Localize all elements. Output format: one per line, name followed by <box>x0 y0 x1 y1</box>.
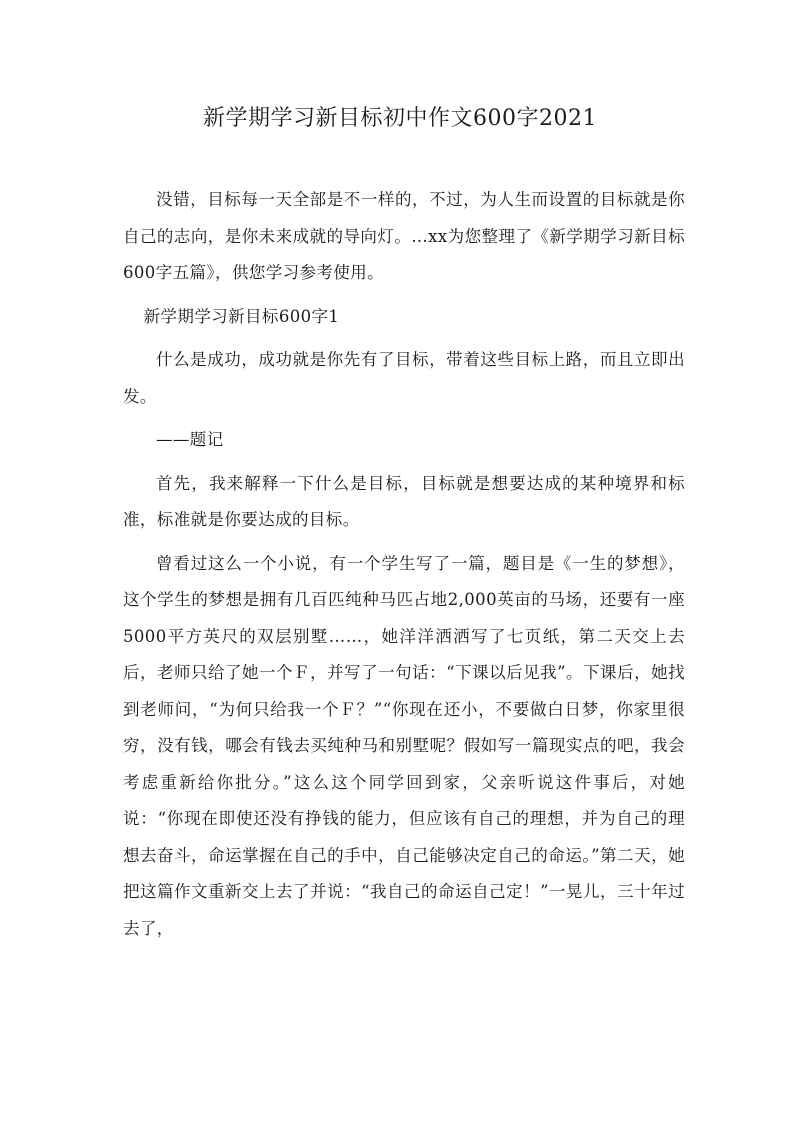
intro-paragraph: 没错，目标每一天全部是不一样的，不过，为人生而设置的目标就是你自己的志向，是你未来成就的导向灯。…xx为您整理了《新学期学习新目标600字五篇》，供您学习参考使用。 <box>123 190 685 282</box>
document-body <box>123 182 685 954</box>
epigraph-attribution: ——题记 <box>156 430 224 449</box>
body-paragraph: 什么是成功，成功就是你先有了目标，带着这些目标上路，而且立即出发。 <box>123 350 685 406</box>
body-paragraph: 首先，我来解释一下什么是目标，目标就是想要达成的某种境界和标准，标准就是你要达成的目标。 <box>123 473 685 529</box>
section-heading: 新学期学习新目标600字1 <box>143 306 340 326</box>
document-title: 新学期学习新目标初中作文600字2021 <box>203 106 597 131</box>
body-paragraph: 曾看过这么一个小说，有一个学生写了一篇，题目是《一生的梦想》，这个学生的梦想是拥有几百匹纯种马匹占地2,000英亩的马场，还要有一座5000平方英尺的双层别墅……，她洋洋洒洒写了七页纸，第二天交上去后，老师只给了她一个Ｆ，并写了一句话：“下课以后见我”。下课后，她找到老师问，“为何只给我一个Ｆ？”“你现在还小，不要做白日梦，你家里很穷，没有钱，哪会有钱去买纯种马和别墅呢？假如写一篇现实点的吧，我会考虑重新给你批分。”这么这个同学回到家，父亲听说这件事后，对她说：“你现在即使还没有挣钱的能力，但应该有自己的理想，并为自己的理想去奋斗，命运掌握在自己的手中，自己能够决定自己的命运。”第二天，她把这篇作文重新交上去了并说：“我自己的命运自己定！”一晃儿，三十年过去了， <box>123 553 685 938</box>
